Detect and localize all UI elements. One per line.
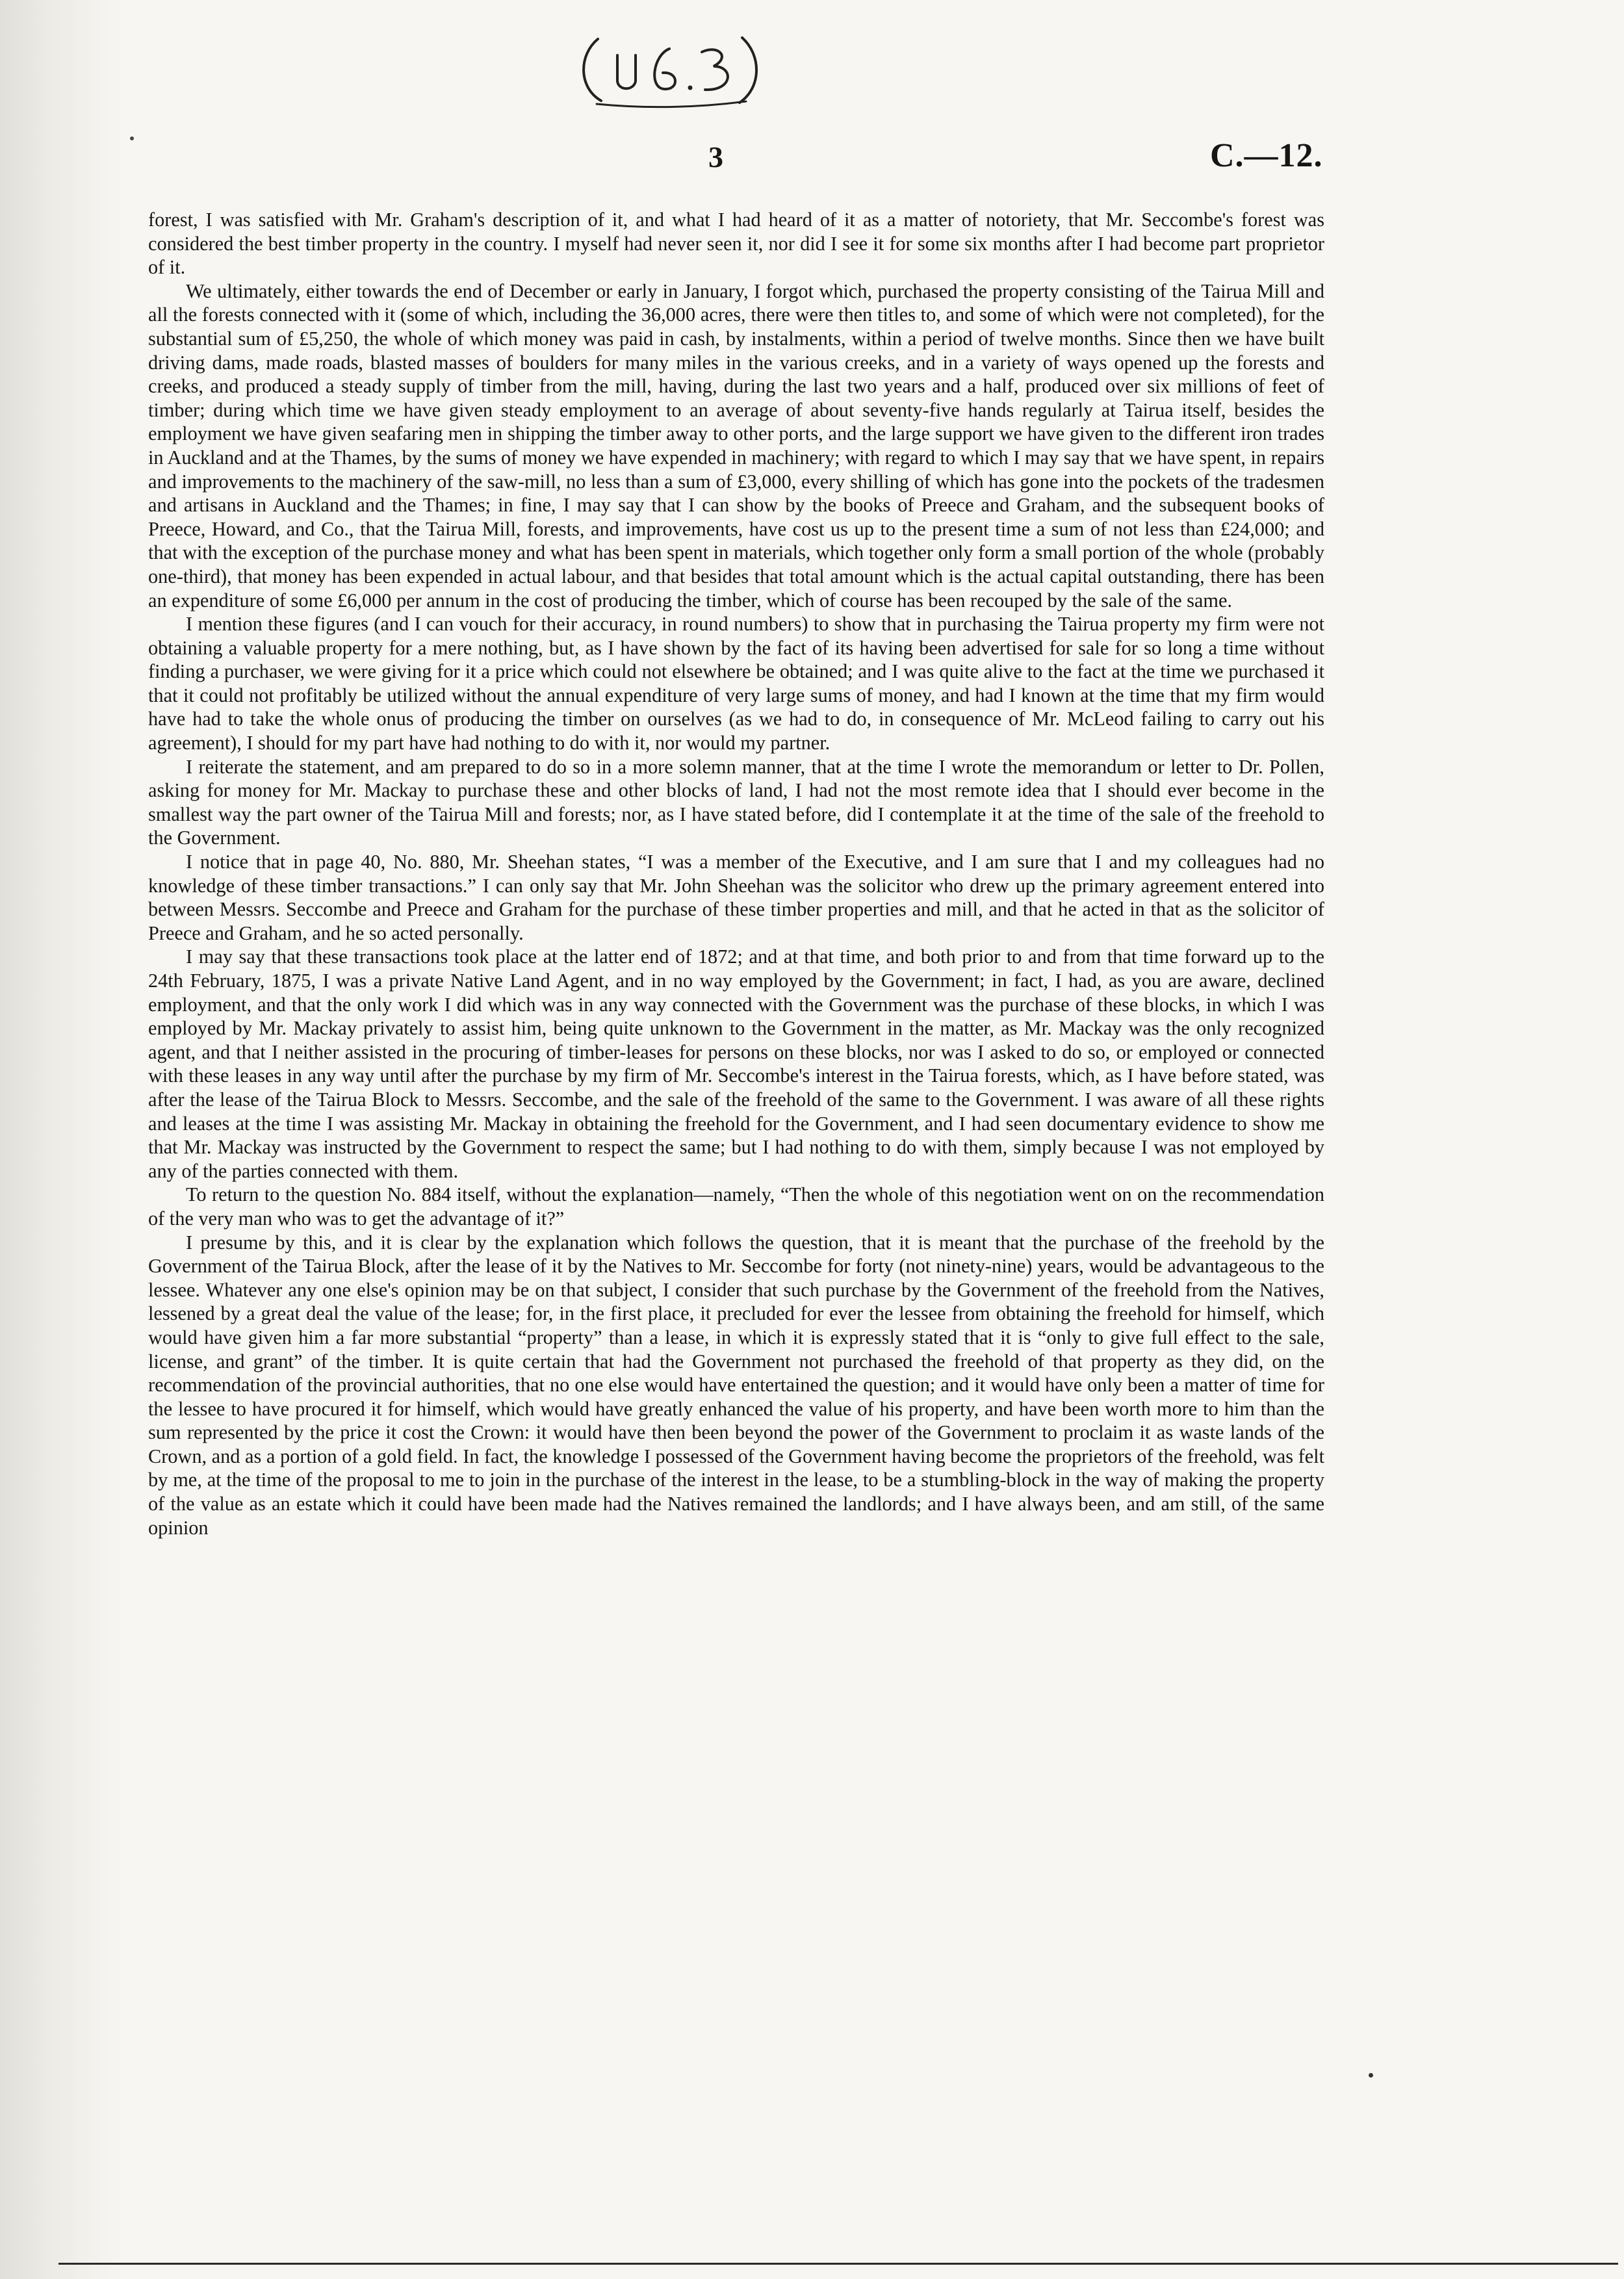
page-bottom-rule <box>58 2263 1618 2265</box>
paragraph: I may say that these transactions took place at the latter end of 1872; and at that time, and both prior to and from that time forward up to the 24th February, 1875, I was a private Native Land Agent, and in no way employed by the Government; in fact, I had, as you are aware, declined employment, and that the only work I did which was in any way connected with the Government was the purchase of these blocks, in which I was employed by Mr. Mackay privately to assist him, being quite unknown to the Government in the matter, as Mr. Mackay was the only recognized agent, and that I neither assisted in the procuring of timber-leases for persons on these blocks, nor was I asked to do so, or employed or connected with these leases in any way until after the purchase by my firm of Mr. Seccombe's interest in the Tairua forests, which, as I have before stated, was after the lease of the Tairua Block to Messrs. Seccombe, and the sale of the freehold of the same to the Government. I was aware of all these rights and leases at the time I was assisting Mr. Mackay in obtaining the freehold for the Government, and I had seen documentary evidence to show me that Mr. Mackay was instructed by the Government to respect the same; but I had nothing to do with them, simply because I was not employed by any of the parties connected with them. <box>148 946 1324 1182</box>
binding-edge-shadow <box>0 0 123 2279</box>
document-code: C.—12. <box>1210 137 1323 174</box>
paragraph-continuation: forest, I was satisfied with Mr. Graham's description of it, and what I had heard of it as a matter of notoriety, that Mr. Seccombe's forest was considered the best timber property in the country. I myself had never seen it, nor did I see it for some six months after I had become part proprietor of it. <box>148 209 1324 279</box>
body-text <box>148 208 1324 1539</box>
paragraph: I reiterate the statement, and am prepared to do so in a more solemn manner, that at the time I wrote the memorandum or letter to Dr. Pollen, asking for money for Mr. Mackay to purchase these and other blocks of land, I had not the most remote idea that I should ever become in the smallest way the part owner of the Tairua Mill and forests; nor, as I have stated before, did I contemplate it at the time of the sale of the freehold to the Government. <box>148 755 1324 849</box>
margin-mark <box>130 136 134 140</box>
paragraph: I notice that in page 40, No. 880, Mr. Sheehan states, “I was a member of the Executive, and I am sure that I and my colleagues had no knowledge of these timber transactions.” I can only say that Mr. John Sheehan was the solicitor who drew up the primary agreement entered into between Messrs. Seccombe and Preece and Graham for the purchase of these timber properties and mill, and that he acted in that as the solicitor of Preece and Graham, and he so acted personally. <box>148 851 1324 944</box>
page-number: 3 <box>708 140 723 174</box>
handwritten-annotation <box>572 26 767 110</box>
paragraph: To return to the question No. 884 itself, without the explanation—namely, “Then the whole of this negotiation went on on the recommendation of the very man who was to get the advantage of it?” <box>148 1183 1324 1230</box>
paragraph: We ultimately, either towards the end of December or early in January, I forgot which, purchased the property consisting of the Tairua Mill and all the forests connected with it (some of which, including the 36,000 acres, there were then titles to, and some of which were not completed), for the substantial sum of £5,250, the whole of which money was paid in cash, by instalments, within a period of twelve months. Since then we have built driving dams, made roads, blasted masses of boulders for many miles in the various creeks, and in a variety of ways opened up the forests and creeks, and produced a steady supply of timber from the mill, having, during the last two years and a half, produced over six millions of feet of timber; during which time we have given steady employment to an average of about seventy-five hands regularly at Tairua itself, besides the employment we have given seafaring men in shipping the timber away to other ports, and the large support we have given to the different iron trades in Auckland and at the Thames, by the sums of money we have expended in machinery; with regard to which I may say that we have spent, in repairs and improvements to the machinery of the saw-mill, no less than a sum of £3,000, every shilling of which has gone into the pockets of the tradesmen and artisans in Auckland and the Thames; in fine, I may say that I can show by the books of Preece and Graham, and the subsequent books of Preece, Howard, and Co., that the Tairua Mill, forests, and improvements, have cost us up to the present time a sum of not less than £24,000; and that with the exception of the purchase money and what has been spent in materials, which together only form a small portion of the whole (probably one-third), that money has been expended in actual labour, and that besides that total amount which is the actual capital outstanding, there has been an expenditure of some £6,000 per annum in the cost of producing the timber, which of course has been recouped by the sale of the same. <box>148 279 1325 612</box>
paragraph: I mention these figures (and I can vouch for their accuracy, in round numbers) to show that in purchasing the Tairua property my firm were not obtaining a valuable property for a mere nothing, but, as I have shown by the fact of its having been advertised for sale for so long a time without finding a purchaser, we were giving for it a price which could not elsewhere be obtained; and I was quite alive to the fact at the time we purchased it that it could not profitably be utilized without the annual expenditure of very large sums of money, and had I known at the time that my firm would have had to take the whole onus of producing the timber on ourselves (as we had to do, in consequence of Mr. McLeod failing to carry out his agreement), I should for my part have had nothing to do with it, nor would my partner. <box>148 613 1324 754</box>
margin-mark <box>1369 2073 1373 2078</box>
paragraph: I presume by this, and it is clear by the explanation which follows the question, that it is meant that the purchase of the freehold by the Government of the Tairua Block, after the lease of it by the Natives to Mr. Seccombe for forty (not ninety-nine) years, would be advantageous to the lessee. Whatever any one else's opinion may be on that subject, I consider that such purchase by the Government of the freehold from the Natives, lessened by a great deal the value of the lease; for, in the first place, it precluded for ever the lessee from obtaining the freehold for himself, which would have given him a far more substantial “property” than a lease, in which it is expressly stated that it is “only to give full effect to the sale, license, and grant” of the timber. It is quite certain that had the Government not purchased the freehold of that property as they did, on the recommendation of the provincial authorities, that no one else would have entertained the question; and it would have only been a matter of time for the lessee to have procured it for himself, which would have greatly enhanced the value of his property, and have been worth more to him than the sum represented by the price it cost the Crown: it would have then been beyond the power of the Government to proclaim it as waste lands of the Crown, and as a portion of a gold field. In fact, the knowledge I possessed of the Government having become the proprietors of the freehold, was felt by me, at the time of the proposal to me to join in the purchase of the interest in the lease, to be a stumbling-block in the way of making the property of the value as an estate which it could have been made had the Natives remained the landlords; and I have always been, and am still, of the same opinion <box>148 1231 1324 1539</box>
